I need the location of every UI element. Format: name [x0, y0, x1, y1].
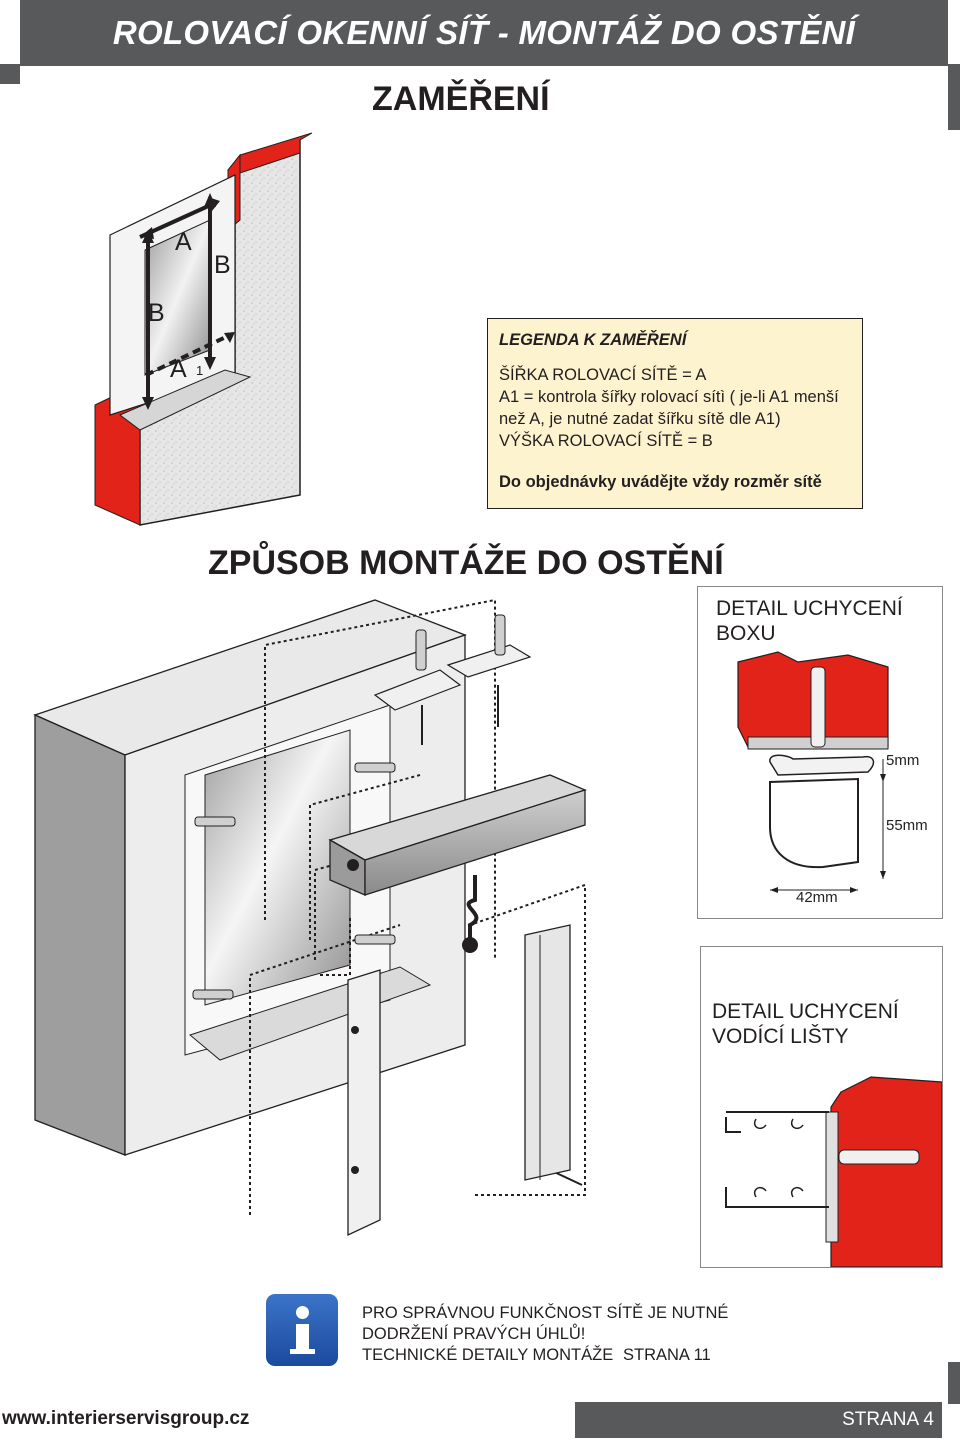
info-icon	[266, 1294, 338, 1366]
mounting-exploded-illustration	[30, 595, 695, 1245]
detail-rail-title-line2: VODÍCÍ LIŠTY	[712, 1025, 849, 1048]
page-header-title: ROLOVACÍ OKENNÍ SÍŤ - MONTÁŽ DO OSTĚNÍ	[112, 14, 856, 51]
dim-42mm: 42mm	[796, 889, 838, 906]
detail-box-title-line2: BOXU	[716, 622, 776, 645]
page-number: STRANA 4	[842, 1409, 934, 1430]
legend-line: VÝŠKA ROLOVACÍ SÍTĚ = B	[499, 432, 713, 450]
measure-legend-box	[487, 318, 863, 509]
note-line-1: PRO SPRÁVNOU FUNKČNOST SÍTĚ JE NUTNÉ	[362, 1304, 729, 1322]
corner-mark-top-left	[0, 64, 20, 84]
rail-profile-drawing	[701, 1067, 942, 1267]
note-line-2: DODRŽENÍ PRAVÝCH ÚHLŮ!	[362, 1325, 586, 1343]
label-a1-sub: 1	[196, 363, 204, 378]
detail-rail-mount-panel	[700, 946, 943, 1268]
box-profile-drawing	[698, 647, 942, 917]
legend-title: LEGENDA K ZAMĚŘENÍ	[499, 331, 687, 349]
detail-box-mount-panel	[697, 586, 943, 919]
legend-line: ŠÍŘKA ROLOVACÍ SÍTĚ = A	[499, 366, 707, 384]
label-a1: A	[170, 355, 187, 383]
corner-mark-top-right	[948, 64, 960, 130]
dim-55mm: 55mm	[886, 817, 928, 834]
window-measure-illustration	[90, 125, 490, 535]
section-title-measure: ZAMĚŘENÍ	[372, 80, 550, 118]
legend-line: než A, je nutné zadat šířku sítě dle A1)	[499, 410, 781, 428]
label-b-right: B	[214, 251, 231, 279]
legend-line: A1 = kontrola šířky rolovací sítì ( je-li A1 menší	[499, 388, 839, 406]
label-a: A	[175, 228, 192, 256]
footer-website-link[interactable]: www.interierservisgroup.cz	[2, 1408, 250, 1429]
dim-5mm: 5mm	[886, 752, 920, 769]
corner-mark-bottom-right	[948, 1362, 960, 1404]
detail-rail-title-line1: DETAIL UCHYCENÍ	[712, 1000, 899, 1023]
detail-box-title-line1: DETAIL UCHYCENÍ	[716, 597, 903, 620]
section-title-mounting: ZPŮSOB MONTÁŽE DO OSTĚNÍ	[208, 544, 724, 582]
label-b-left: B	[148, 299, 165, 327]
note-line-3-right: STRANA 11	[623, 1346, 711, 1364]
header-bar	[20, 0, 948, 66]
legend-order-note: Do objednávky uvádějte vždy rozměr sítě	[499, 473, 822, 491]
note-line-3-left: TECHNICKÉ DETAILY MONTÁŽE	[362, 1346, 614, 1364]
footer-bar	[575, 1402, 942, 1438]
